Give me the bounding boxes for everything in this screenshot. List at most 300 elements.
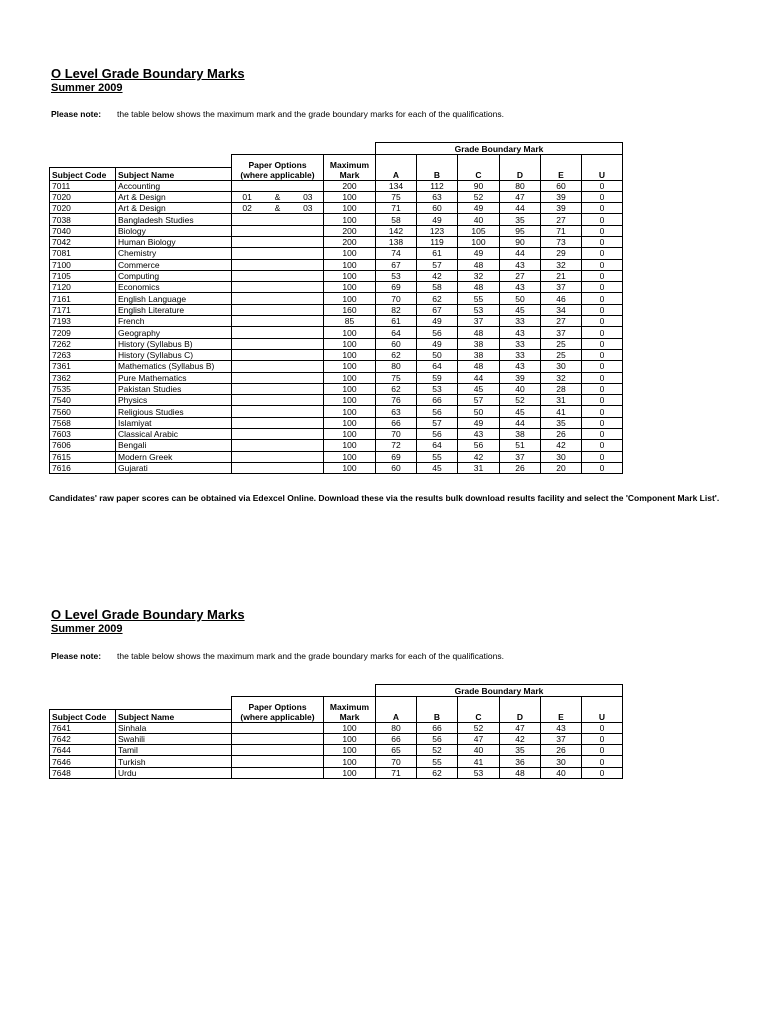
paper-options-cell [232,225,324,236]
table-body [50,180,623,474]
grade-mark-cell: 44 [500,203,541,214]
grade-mark-cell: 82 [376,304,417,315]
grade-mark-cell: 66 [376,733,417,744]
paper-option-part: 03 [303,191,313,202]
grade-mark-cell: 37 [541,733,582,744]
grade-mark-cell: 0 [582,383,623,394]
subject-name-cell: Chemistry [116,248,232,259]
grade-mark-cell: 64 [376,327,417,338]
grade-mark-cell: 0 [582,440,623,451]
grade-mark-cell: 70 [376,429,417,440]
grade-mark-cell: 123 [417,225,458,236]
grade-mark-cell: 112 [417,180,458,191]
table-row [50,745,623,756]
grade-mark-cell: 63 [417,191,458,202]
paper-options-cell [232,304,324,315]
grade-mark-cell: 61 [376,316,417,327]
grade-mark-cell: 39 [541,203,582,214]
grade-mark-cell: 57 [417,417,458,428]
paper-options-header: Paper Options (where applicable) [232,697,324,723]
maximum-mark-cell: 100 [324,406,376,417]
maximum-mark-cell: 100 [324,756,376,767]
grade-mark-cell: 63 [376,406,417,417]
paper-options-cell [232,417,324,428]
subject-code-cell: 7540 [50,395,116,406]
grade-mark-cell: 0 [582,767,623,778]
subject-code-cell: 7641 [50,722,116,733]
subject-code-cell: 7560 [50,406,116,417]
subject-name-cell: Biology [116,225,232,236]
maximum-mark-cell: 100 [324,417,376,428]
grade-mark-cell: 60 [541,180,582,191]
subject-name-cell: Accounting [116,180,232,191]
subject-name-cell: Art & Design [116,191,232,202]
grade-mark-cell: 32 [541,372,582,383]
grade-mark-cell: 32 [541,259,582,270]
grade-mark-cell: 0 [582,180,623,191]
grade-mark-cell: 33 [500,316,541,327]
grade-mark-cell: 71 [376,767,417,778]
grade-header: C [458,155,500,181]
paper-options-header: Paper Options (where applicable) [232,155,324,181]
grade-mark-cell: 53 [376,270,417,281]
grade-mark-cell: 27 [541,214,582,225]
paper-options-cell [232,191,324,202]
grade-mark-cell: 41 [541,406,582,417]
subject-code-cell: 7642 [50,733,116,744]
subject-code-header: Subject Code [50,167,116,180]
grade-mark-cell: 56 [417,733,458,744]
paper-options-cell [232,429,324,440]
table-row [50,361,623,372]
table-row [50,440,623,451]
grade-mark-cell: 36 [500,756,541,767]
table-row [50,225,623,236]
grade-mark-cell: 42 [417,270,458,281]
subject-name-cell: Pure Mathematics [116,372,232,383]
subject-code-cell: 7615 [50,451,116,462]
subject-code-cell: 7263 [50,349,116,360]
grade-mark-cell: 35 [541,417,582,428]
grade-mark-cell: 25 [541,338,582,349]
table-row [50,406,623,417]
paper-options-cell [232,383,324,394]
grade-mark-cell: 48 [500,767,541,778]
subject-code-cell: 7105 [50,270,116,281]
grade-mark-cell: 67 [376,259,417,270]
maximum-mark-cell: 100 [324,440,376,451]
grade-mark-cell: 55 [417,756,458,767]
table-row [50,338,623,349]
table-row [50,383,623,394]
grade-mark-cell: 73 [541,236,582,247]
maximum-mark-cell: 100 [324,733,376,744]
grade-mark-cell: 62 [376,383,417,394]
table-row [50,327,623,338]
grade-boundary-header: Grade Boundary Mark [376,685,623,697]
subject-name-cell: Urdu [116,767,232,778]
subject-name-cell: Bangladesh Studies [116,214,232,225]
grade-mark-cell: 66 [417,722,458,733]
table-row [50,214,623,225]
grade-mark-cell: 42 [541,440,582,451]
grade-mark-cell: 44 [500,417,541,428]
table-row [50,270,623,281]
grade-mark-cell: 48 [458,327,500,338]
subject-code-cell: 7535 [50,383,116,394]
grade-mark-cell: 60 [376,338,417,349]
grade-mark-cell: 138 [376,236,417,247]
grade-mark-cell: 42 [500,733,541,744]
grade-mark-cell: 0 [582,451,623,462]
grade-mark-cell: 62 [417,293,458,304]
grade-mark-cell: 41 [458,756,500,767]
grade-header: U [582,697,623,723]
please-note-label: Please note: [51,109,102,119]
maximum-mark-cell: 100 [324,248,376,259]
grade-header: C [458,697,500,723]
grade-mark-cell: 33 [500,338,541,349]
grade-mark-cell: 55 [458,293,500,304]
table-row [50,417,623,428]
maximum-mark-header: Maximum Mark [324,697,376,723]
grade-mark-cell: 75 [376,191,417,202]
grade-mark-cell: 66 [417,395,458,406]
paper-options-cell [232,361,324,372]
paper-options-cell [232,214,324,225]
grade-mark-cell: 47 [500,191,541,202]
table-row [50,733,623,744]
paper-options-cell [232,203,324,214]
grade-mark-cell: 74 [376,248,417,259]
grade-mark-cell: 50 [458,406,500,417]
subject-code-cell: 7646 [50,756,116,767]
grade-mark-cell: 56 [417,429,458,440]
subject-name-cell: History (Syllabus C) [116,349,232,360]
grade-mark-cell: 62 [376,349,417,360]
grade-mark-cell: 0 [582,282,623,293]
please-note-text: the table below shows the maximum mark and the grade boundary marks for each of the qualifications. [117,109,504,119]
paper-options-cell [232,451,324,462]
grade-mark-cell: 0 [582,338,623,349]
paper-option-part: & [274,203,281,214]
subject-code-cell: 7362 [50,372,116,383]
subject-code-cell: 7081 [50,248,116,259]
table-row [50,451,623,462]
subject-name-cell: Bengali [116,440,232,451]
maximum-mark-cell: 100 [324,191,376,202]
grade-mark-cell: 53 [417,383,458,394]
grade-mark-cell: 28 [541,383,582,394]
grade-mark-cell: 33 [500,349,541,360]
grade-mark-cell: 0 [582,259,623,270]
grade-mark-cell: 64 [417,440,458,451]
grade-mark-cell: 42 [458,451,500,462]
grade-mark-cell: 39 [541,191,582,202]
paper-options-cell [232,440,324,451]
grade-mark-cell: 44 [458,372,500,383]
subject-code-cell: 7262 [50,338,116,349]
maximum-mark-cell: 100 [324,203,376,214]
grade-mark-cell: 27 [541,316,582,327]
maximum-mark-cell: 200 [324,236,376,247]
grade-mark-cell: 0 [582,225,623,236]
grade-mark-cell: 45 [417,462,458,473]
subject-name-cell: Human Biology [116,236,232,247]
table-row [50,293,623,304]
grade-mark-cell: 55 [417,451,458,462]
subject-code-cell: 7648 [50,767,116,778]
grade-mark-cell: 119 [417,236,458,247]
subject-name-cell: Art & Design [116,203,232,214]
paper-options-cell [232,259,324,270]
grade-mark-cell: 45 [458,383,500,394]
subject-name-header: Subject Name [116,709,232,722]
subject-code-cell: 7603 [50,429,116,440]
grade-mark-cell: 58 [417,282,458,293]
grade-mark-cell: 37 [458,316,500,327]
subject-code-cell: 7606 [50,440,116,451]
subject-code-cell: 7616 [50,462,116,473]
paper-options-cell [232,180,324,191]
grade-mark-cell: 20 [541,462,582,473]
maximum-mark-cell: 100 [324,349,376,360]
grade-mark-cell: 0 [582,191,623,202]
grade-mark-cell: 0 [582,327,623,338]
table-row [50,767,623,778]
grade-mark-cell: 49 [417,214,458,225]
grade-mark-cell: 0 [582,733,623,744]
subject-name-cell: English Literature [116,304,232,315]
grade-mark-cell: 40 [541,767,582,778]
grade-mark-cell: 49 [458,248,500,259]
grade-mark-cell: 47 [500,722,541,733]
paper-options-cell [232,338,324,349]
grade-mark-cell: 60 [376,462,417,473]
table-row [50,722,623,733]
paper-options-cell [232,722,324,733]
grade-mark-cell: 44 [500,248,541,259]
grade-header: A [376,697,417,723]
subject-name-cell: Gujarati [116,462,232,473]
grade-mark-cell: 80 [376,361,417,372]
maximum-mark-cell: 200 [324,225,376,236]
grade-mark-cell: 43 [541,722,582,733]
subject-name-cell: Computing [116,270,232,281]
grade-mark-cell: 56 [458,440,500,451]
maximum-mark-cell: 100 [324,745,376,756]
subject-code-cell: 7161 [50,293,116,304]
subject-name-cell: French [116,316,232,327]
subject-name-cell: History (Syllabus B) [116,338,232,349]
grade-mark-cell: 25 [541,349,582,360]
subject-name-cell: Modern Greek [116,451,232,462]
grade-boundary-table-2 [49,684,623,779]
grade-mark-cell: 90 [500,236,541,247]
maximum-mark-cell: 85 [324,316,376,327]
table-row [50,180,623,191]
maximum-mark-cell: 100 [324,282,376,293]
paper-options-cell [232,406,324,417]
grade-boundary-header: Grade Boundary Mark [376,143,623,155]
grade-mark-cell: 69 [376,282,417,293]
grade-mark-cell: 26 [500,462,541,473]
grade-mark-cell: 38 [458,338,500,349]
grade-mark-cell: 0 [582,395,623,406]
document-title: O Level Grade Boundary Marks [51,66,245,81]
grade-mark-cell: 57 [458,395,500,406]
maximum-mark-cell: 100 [324,270,376,281]
grade-mark-cell: 38 [500,429,541,440]
maximum-mark-cell: 100 [324,395,376,406]
maximum-mark-cell: 100 [324,259,376,270]
subject-name-cell: Sinhala [116,722,232,733]
paper-options-cell [232,462,324,473]
grade-mark-cell: 53 [458,304,500,315]
grade-mark-cell: 105 [458,225,500,236]
grade-mark-cell: 40 [500,383,541,394]
grade-mark-cell: 29 [541,248,582,259]
grade-mark-cell: 67 [417,304,458,315]
grade-header: B [417,697,458,723]
paper-options-cell [232,767,324,778]
grade-mark-cell: 95 [500,225,541,236]
subject-name-cell: Swahili [116,733,232,744]
grade-mark-cell: 27 [500,270,541,281]
please-note [51,651,504,661]
table-row [50,203,623,214]
grade-mark-cell: 43 [458,429,500,440]
grade-mark-cell: 75 [376,372,417,383]
grade-mark-cell: 0 [582,417,623,428]
maximum-mark-cell: 100 [324,722,376,733]
grade-mark-cell: 51 [500,440,541,451]
subject-name-cell: Classical Arabic [116,429,232,440]
grade-mark-cell: 90 [458,180,500,191]
grade-mark-cell: 34 [541,304,582,315]
table-row [50,429,623,440]
grade-header: E [541,155,582,181]
subject-code-cell: 7020 [50,203,116,214]
grade-mark-cell: 0 [582,361,623,372]
grade-mark-cell: 45 [500,304,541,315]
table-row [50,372,623,383]
grade-header: E [541,697,582,723]
maximum-mark-cell: 100 [324,429,376,440]
table-row [50,756,623,767]
paper-options-cell [232,745,324,756]
table-row [50,191,623,202]
grade-mark-cell: 52 [417,745,458,756]
subject-name-cell: Tamil [116,745,232,756]
grade-mark-cell: 70 [376,293,417,304]
subject-name-cell: Turkish [116,756,232,767]
maximum-mark-cell: 100 [324,293,376,304]
grade-mark-cell: 35 [500,745,541,756]
grade-mark-cell: 0 [582,304,623,315]
paper-option-part: 02 [242,203,252,214]
subject-code-cell: 7038 [50,214,116,225]
table-row [50,259,623,270]
table-row [50,395,623,406]
subject-code-cell: 7209 [50,327,116,338]
grade-mark-cell: 0 [582,722,623,733]
grade-mark-cell: 49 [417,316,458,327]
raw-scores-remark: Candidates' raw paper scores can be obtained via Edexcel Online. Download these via the results bulk download results facility and select the 'Component Mark List'. [49,493,720,503]
grade-mark-cell: 26 [541,429,582,440]
table-body [50,722,623,778]
grade-mark-cell: 0 [582,248,623,259]
grade-mark-cell: 70 [376,756,417,767]
grade-mark-cell: 0 [582,756,623,767]
grade-mark-cell: 58 [376,214,417,225]
subject-name-cell: English Language [116,293,232,304]
grade-mark-cell: 47 [458,733,500,744]
grade-mark-cell: 43 [500,327,541,338]
grade-mark-cell: 134 [376,180,417,191]
grade-mark-cell: 37 [541,282,582,293]
grade-mark-cell: 49 [417,338,458,349]
maximum-mark-cell: 100 [324,383,376,394]
table-row [50,316,623,327]
paper-options-cell [232,349,324,360]
grade-mark-cell: 0 [582,214,623,225]
grade-mark-cell: 56 [417,406,458,417]
grade-mark-cell: 48 [458,282,500,293]
grade-mark-cell: 48 [458,361,500,372]
grade-mark-cell: 100 [458,236,500,247]
paper-option-part: 03 [303,203,313,214]
grade-mark-cell: 80 [376,722,417,733]
grade-mark-cell: 31 [458,462,500,473]
grade-mark-cell: 40 [458,745,500,756]
maximum-mark-cell: 100 [324,214,376,225]
grade-mark-cell: 61 [417,248,458,259]
subject-name-cell: Pakistan Studies [116,383,232,394]
paper-options-cell [232,316,324,327]
paper-options-cell [232,372,324,383]
grade-mark-cell: 26 [541,745,582,756]
paper-options-cell [232,395,324,406]
grade-mark-cell: 0 [582,203,623,214]
grade-mark-cell: 72 [376,440,417,451]
grade-mark-cell: 56 [417,327,458,338]
paper-options-cell [232,756,324,767]
grade-mark-cell: 50 [417,349,458,360]
table-row [50,462,623,473]
grade-boundary-table-1 [49,142,623,474]
grade-mark-cell: 40 [458,214,500,225]
table-row [50,282,623,293]
subject-name-cell: Geography [116,327,232,338]
table-row [50,236,623,247]
paper-options-cell [232,248,324,259]
grade-mark-cell: 80 [500,180,541,191]
paper-options-cell [232,236,324,247]
grade-mark-cell: 49 [458,417,500,428]
subject-name-cell: Islamiyat [116,417,232,428]
grade-header: B [417,155,458,181]
maximum-mark-cell: 200 [324,180,376,191]
maximum-mark-header: Maximum Mark [324,155,376,181]
grade-mark-cell: 45 [500,406,541,417]
paper-options-cell [232,282,324,293]
grade-mark-cell: 64 [417,361,458,372]
grade-header: D [500,697,541,723]
subject-code-cell: 7644 [50,745,116,756]
grade-mark-cell: 38 [458,349,500,360]
grade-mark-cell: 37 [500,451,541,462]
